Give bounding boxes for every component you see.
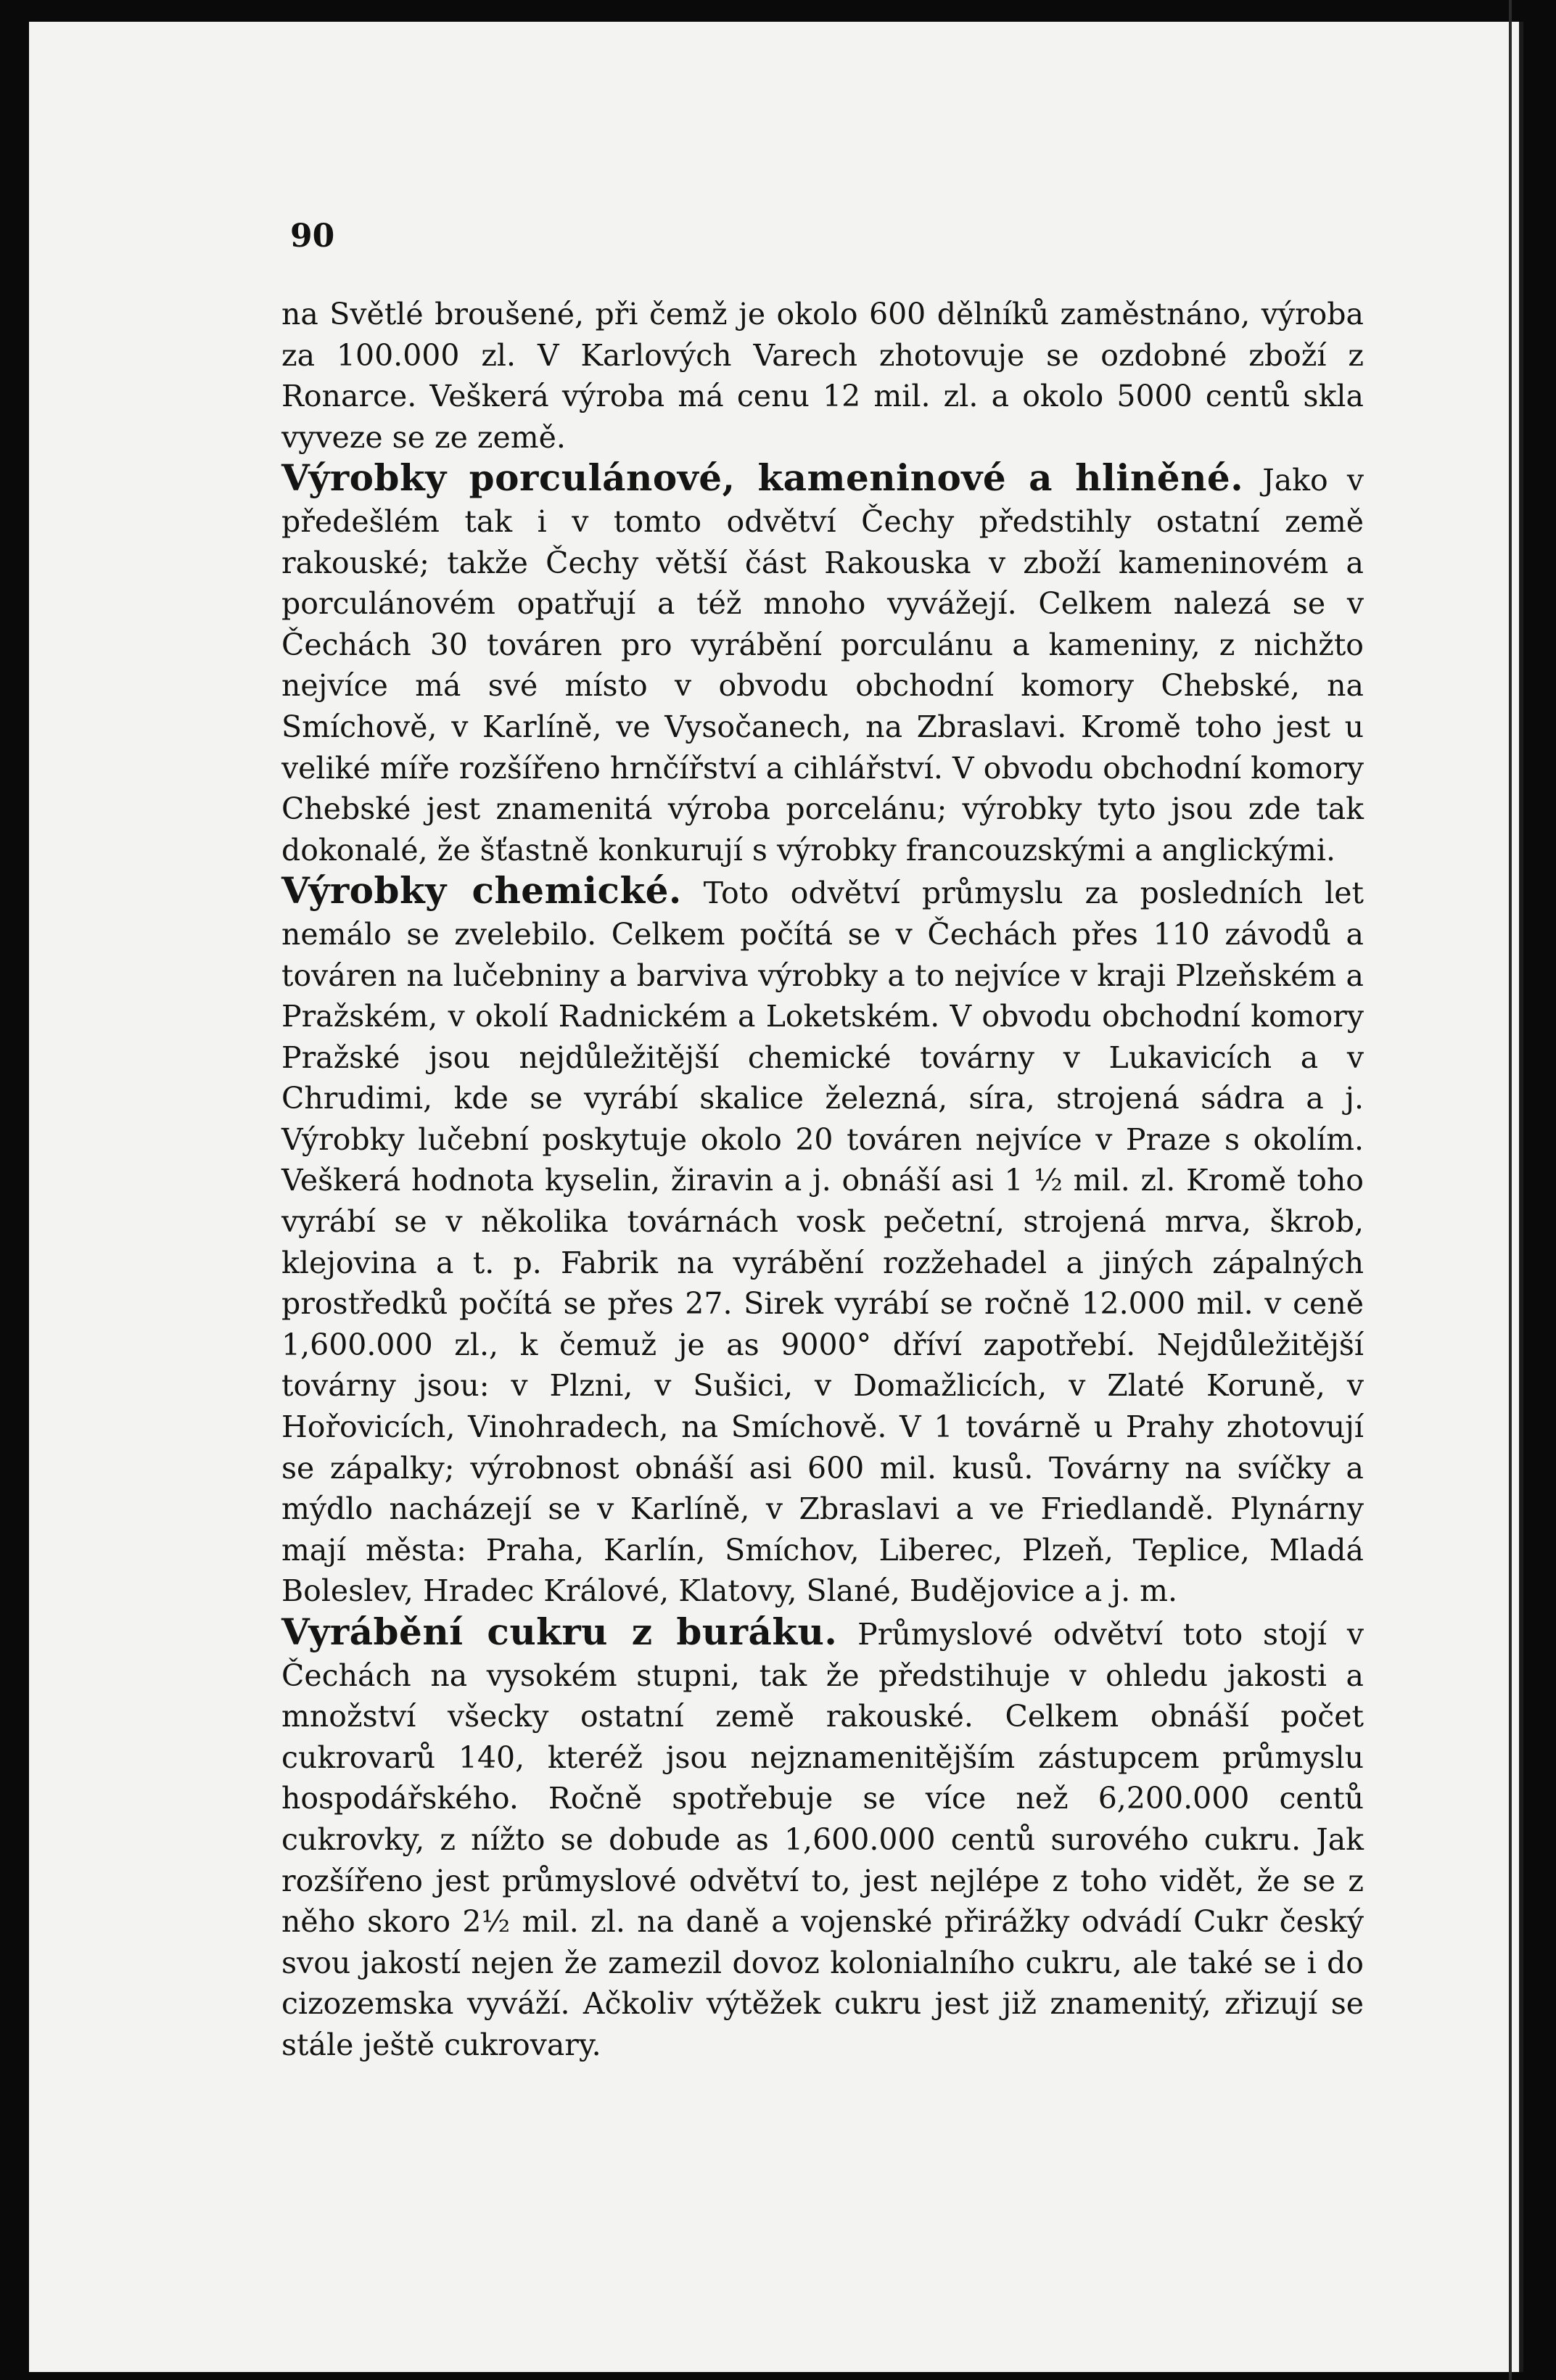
- page-number: 90: [290, 218, 335, 255]
- paragraph-glass: [281, 294, 1364, 458]
- heading-chemical: Výrobky chemické.: [281, 869, 682, 913]
- body-text: [281, 294, 1364, 2066]
- paragraph-porcelain-text: Jako v předešlém tak i v tomto odvětví Čechy předstihly ostatní země rakouské; takže Čechy větší část Rakouska v zboží kameninovém a porculánovém opatřují a též mnoho vyvážejí. Celkem nalezá se v Čechách 30 továren pro vyrábění porculánu a kameniny, z nichžto nejvíce má své místo v obvodu obchodní komory Chebské, na Smíchově, v Karlíně, ve Vysočanech, na Zbraslavi. Kromě toho jest u veliké míře rozšířeno hrnčířství a cihlářství. V obvodu obchodní komory Chebské jest znamenitá výroba porcelánu; výrobky tyto jsou zde tak dokonalé, že šťastně konkurují s výrobky francouzskými a anglickými.: [281, 463, 1364, 868]
- paragraph-sugar-text: Průmyslové odvětví toto stojí v Čechách na vysokém stupni, tak že předstihuje v ohledu jakosti a množství všecky ostatní země rakouské. Celkem obnáší počet cukrovarů 140, kteréž jsou nejznamenitějším zástupcem průmyslu hospodářského. Ročně spotřebuje se více než 6,200.000 centů cukrovky, z nížto se dobude as 1,600.000 centů surového cukru. Jak rozšířeno jest průmyslové odvětví to, jest nejlépe z toho vidět, že se z něho skoro 2½ mil. zl. na daně a vojenské přirážky odvádí Cukr český svou jakostí nejen že zamezil dovoz kolonialního cukru, ale také se i do cizozemska vyváží. Ačkoliv výtěžek cukru jest již znamenitý, zřizují se stále ještě cukrovary.: [281, 1617, 1364, 2062]
- heading-sugar: Vyrábění cukru z buráku.: [281, 1610, 838, 1653]
- paragraph-chemical: [281, 870, 1364, 1612]
- paragraph-sugar: [281, 1612, 1364, 2066]
- paragraph-glass-text: na Světlé broušené, při čemž je okolo 600 dělníků zaměstnáno, výroba za 100.000 zl. V Karlových Varech zhotovuje se ozdobné zboží z Ronarce. Veškerá výroba má cenu 12 mil. zl. a okolo 5000 centů skla vyveze se ze země.: [281, 297, 1364, 455]
- scan-edge: [1509, 0, 1512, 2380]
- heading-porcelain: Výrobky porculánové, kameninové a hliněné.: [281, 456, 1244, 500]
- paragraph-chemical-text: Toto odvětví průmyslu za posledních let nemálo se zvelebilo. Celkem počítá se v Čechách přes 110 závodů a továren na lučebniny a barviva výrobky a to nejvíce v kraji Plzeňském a Pražském, v okolí Radnickém a Loketském. V obvodu obchodní komory Pražské jsou nejdůležitější chemické továrny v Lukavicích a v Chrudimi, kde se vyrábí skalice železná, síra, strojená sádra a j. Výrobky lučební poskytuje okolo 20 továren nejvíce v Praze s okolím. Veškerá hodnota kyselin, žiravin a j. obnáší asi 1 ½ mil. zl. Kromě toho vyrábí se v několika továrnách vosk pečetní, strojená mrva, škrob, klejovina a t. p. Fabrik na vyrábění rozžehadel a jiných zápalných prostředků počítá se přes 27. Sirek vyrábí se ročně 12.000 mil. v ceně 1,600.000 zl., k čemuž je as 9000° dříví zapotřebí. Nejdůležitější továrny jsou: v Plzni, v Sušici, v Domažlicích, v Zlaté Koruně, v Hořovicích, Vinohradech, na Smíchově. V 1 továrně u Prahy zhotovují se zápalky; výrobnost obnáší asi 600 mil. kusů. Továrny na svíčky a mýdlo nacházejí se v Karlíně, v Zbraslavi a ve Friedlandě. Plynárny mají města: Praha, Karlín, Smíchov, Liberec, Plzeň, Teplice, Mladá Boleslev, Hradec Králové, Klatovy, Slané, Budějovice a j. m.: [281, 876, 1364, 1609]
- paragraph-porcelain: [281, 458, 1364, 870]
